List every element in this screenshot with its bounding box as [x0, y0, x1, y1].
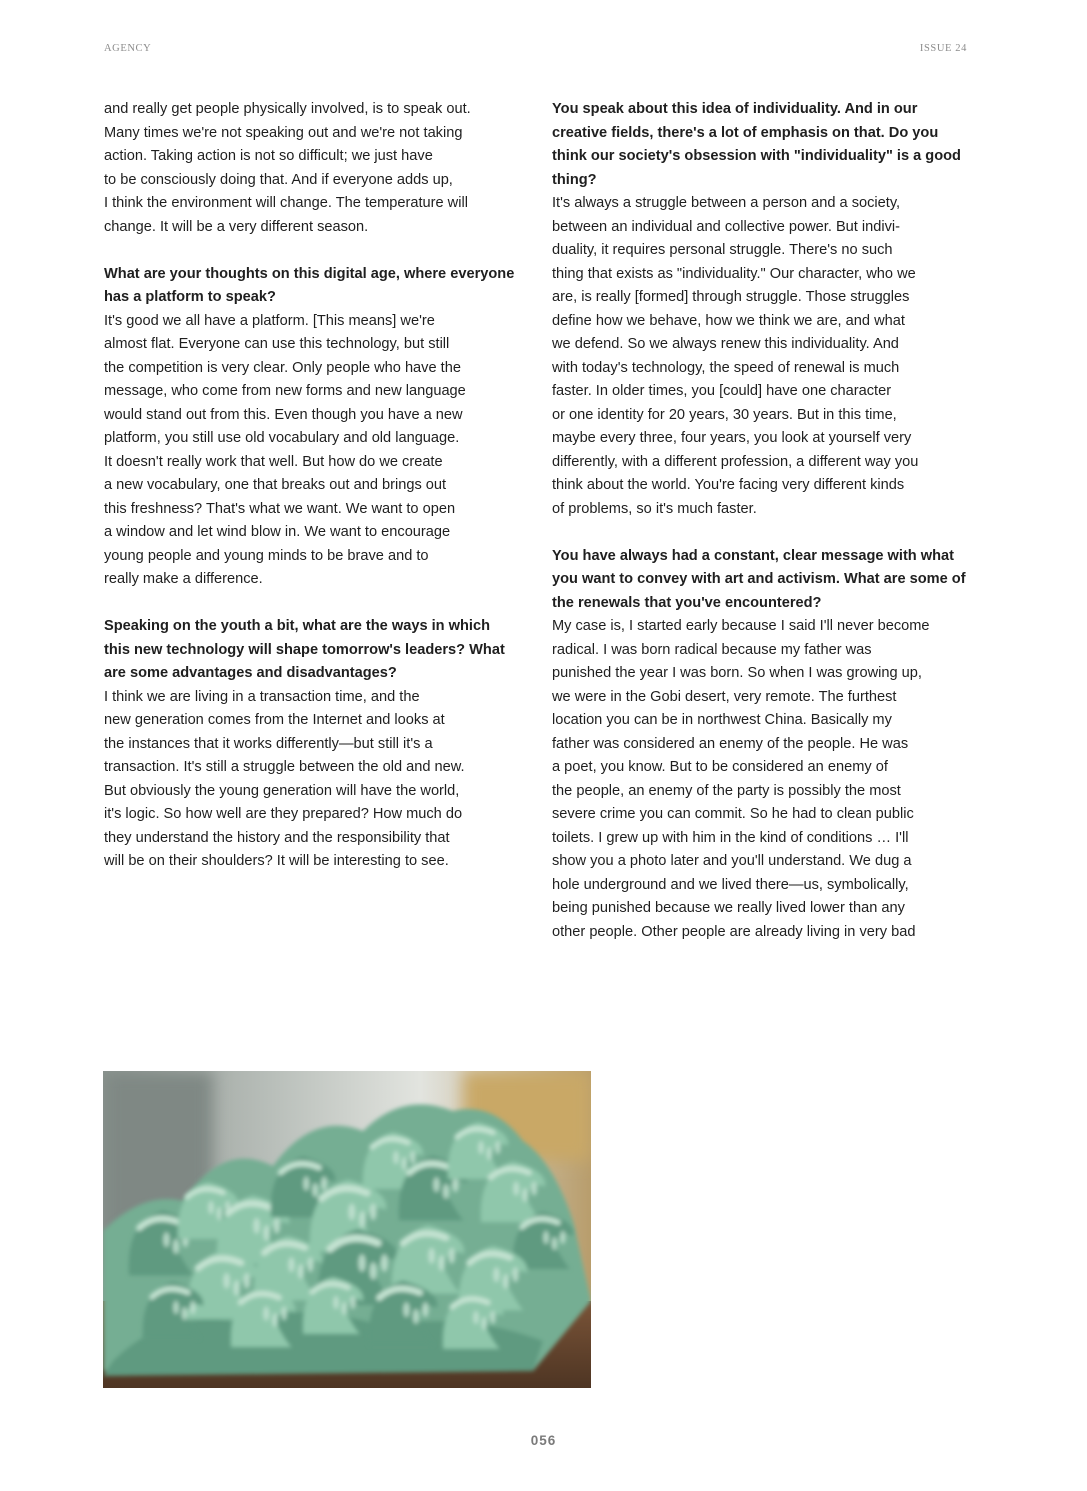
- left-column: [104, 98, 519, 897]
- glaze-drip: [333, 1296, 338, 1309]
- glaze-drip: [402, 1157, 407, 1170]
- glaze-drip: [370, 1204, 377, 1221]
- answer-text: I think we are living in a transaction time, and the new generation comes from the Internet and looks at the instances that it works differently—but still it's a transaction. It's still a struggle between the old and new. But obviously the young generation will have the world, it's logic. So how well are they prepared? How much do they understand the history and the responsibility that will be on their shoulders? It will be interesting to see.: [104, 688, 465, 869]
- glaze-drip: [244, 1273, 250, 1289]
- answer-text: My case is, I started early because I said I'll never become radical. I was born radical because my father was punished the year I was born. So when I was growing up, we were in the Gobi desert, very remote. The furthest location you can be in northwest China. Basically my father was considered an enemy of the people. He was a poet, you know. But to be considered an enemy of the people, an enemy of the party is possibly the most severe crime you can commit. So he had to clean public toilets. I grew up with him in the kind of conditions … I'll show you a photo later and you'll understand. We dug a hole underground and we lived there—us, symbolically, being punished because we really lived lower than any other people. Other people are already living in very bad: [552, 618, 930, 940]
- glaze-drip: [223, 1273, 229, 1289]
- glaze-drip: [253, 1218, 259, 1234]
- glaze-drip: [490, 1311, 495, 1324]
- glaze-drip: [381, 1254, 388, 1272]
- glaze-drip: [531, 1182, 537, 1196]
- glaze-drip: [303, 1177, 309, 1191]
- glaze-drip: [370, 1262, 377, 1280]
- glaze-drip: [552, 1237, 557, 1250]
- glaze-drip: [493, 1267, 499, 1282]
- glaze-drip: [233, 1280, 239, 1296]
- page-number: 056: [530, 1433, 557, 1448]
- glaze-drip: [288, 1257, 294, 1272]
- glaze-drip: [312, 1183, 318, 1197]
- glaze-drip: [359, 1211, 366, 1228]
- glaze-drip: [495, 1141, 500, 1154]
- glaze-drip: [321, 1177, 327, 1191]
- glaze-drip: [482, 1317, 487, 1330]
- glaze-drip: [410, 1151, 415, 1164]
- qa-block: [552, 545, 967, 945]
- qa-block: [104, 263, 519, 592]
- glaze-drip: [522, 1188, 528, 1202]
- glaze-drip: [503, 1274, 509, 1289]
- running-head-issue: ISSUE 24: [919, 43, 967, 54]
- glaze-drip: [163, 1232, 169, 1247]
- question-text: What are your thoughts on this digital age, where everyone has a platform to speak?: [104, 265, 515, 305]
- running-head-section: AGENCY: [104, 43, 152, 54]
- answer-text: It's good we all have a platform. [This means] we're almost flat. Everyone can use this technology, but still the competition is very clear. Only people who have the message, who come from new forms and new language would stand out from this. Even though you have a new platform, you still use old vocabulary and old language. It doesn't really work that well. But how do we create a new vocabulary, one that breaks out and brings out this freshness? That's what we want. We want to open a window and let wind blow in. We want to encourage young people and young minds to be brave and to really make a difference.: [104, 312, 466, 587]
- glaze-drip: [173, 1239, 179, 1254]
- paragraph: [104, 98, 519, 239]
- glaze-drip: [208, 1201, 213, 1214]
- glaze-drip: [307, 1257, 313, 1272]
- glaze-drip: [182, 1307, 187, 1320]
- glaze-drip: [393, 1151, 398, 1164]
- glaze-drip: [190, 1301, 195, 1314]
- glaze-drip: [342, 1302, 347, 1315]
- answer-text: It's always a struggle between a person and a society, between an individual and collective power. But indivi- duality, it requires personal struggle. There's no such thing that exists as "individuality." Our character, who we are, is really [formed] through struggle. Those struggles define how we behave, how we think we are, and what we defend. So we always renew this individuality. And with today's technology, the speed of renewal is much faster. In older times, you [could] have one character or one identity for 20 years, 30 years. But in this time, maybe every three, four years, you look at yourself very differently, with a different profession, a different way you think about the world. You're facing very different kinds of problems, so it's much faster.: [552, 195, 919, 517]
- glaze-drip: [473, 1311, 478, 1324]
- glaze-drip: [433, 1177, 439, 1192]
- glaze-drip: [560, 1231, 565, 1244]
- sculpture-photo: [103, 1071, 591, 1388]
- glaze-drip: [478, 1141, 483, 1154]
- glaze-drip: [422, 1302, 428, 1317]
- glaze-drip: [452, 1177, 458, 1192]
- glaze-drip: [449, 1248, 455, 1264]
- glaze-drip: [413, 1309, 419, 1324]
- glaze-drip: [298, 1264, 304, 1279]
- glaze-drip: [274, 1218, 280, 1234]
- glaze-drip: [348, 1204, 355, 1221]
- question-text: You speak about this idea of individuality. And in our creative fields, there's a lot of emphasis on that. Do you think our society's obsession with "individuality" is a good thing?: [552, 101, 961, 188]
- glaze-drip: [272, 1313, 278, 1327]
- glaze-drip: [438, 1255, 444, 1271]
- glaze-drip: [217, 1207, 222, 1220]
- glaze-drip: [403, 1302, 409, 1317]
- glaze-drip: [487, 1147, 492, 1160]
- glaze-drip: [513, 1182, 519, 1196]
- glaze-drip: [173, 1301, 178, 1314]
- sculpture-illustration: [103, 1071, 591, 1388]
- glaze-drip: [443, 1184, 449, 1199]
- glaze-drip: [350, 1296, 355, 1309]
- question-text: Speaking on the youth a bit, what are the ways in which this new technology will shape tomorrow's leaders? What are some advantages and disadvantages?: [104, 618, 505, 681]
- question-text: You have always had a constant, clear message with what you want to convey with art and activism. What are some of the renewals that you've encountered?: [552, 547, 966, 611]
- glaze-drip: [263, 1225, 269, 1241]
- glaze-drip: [263, 1307, 269, 1321]
- glaze-drip: [543, 1231, 548, 1244]
- glaze-drip: [358, 1254, 365, 1272]
- glaze-drip: [428, 1248, 434, 1264]
- qa-block: [104, 615, 519, 874]
- glaze-drip: [512, 1267, 518, 1282]
- answer-text: and really get people physically involved, is to speak out. Many times we're not speaking out and we're not taking action. Taking action is not so difficult; we just have to be consciously doing that. And if everyone adds up, I think the environment will change. The temperature will change. It will be a very different season.: [104, 101, 471, 235]
- qa-block: [552, 98, 967, 521]
- glaze-drip: [281, 1307, 287, 1321]
- right-column: [552, 98, 967, 968]
